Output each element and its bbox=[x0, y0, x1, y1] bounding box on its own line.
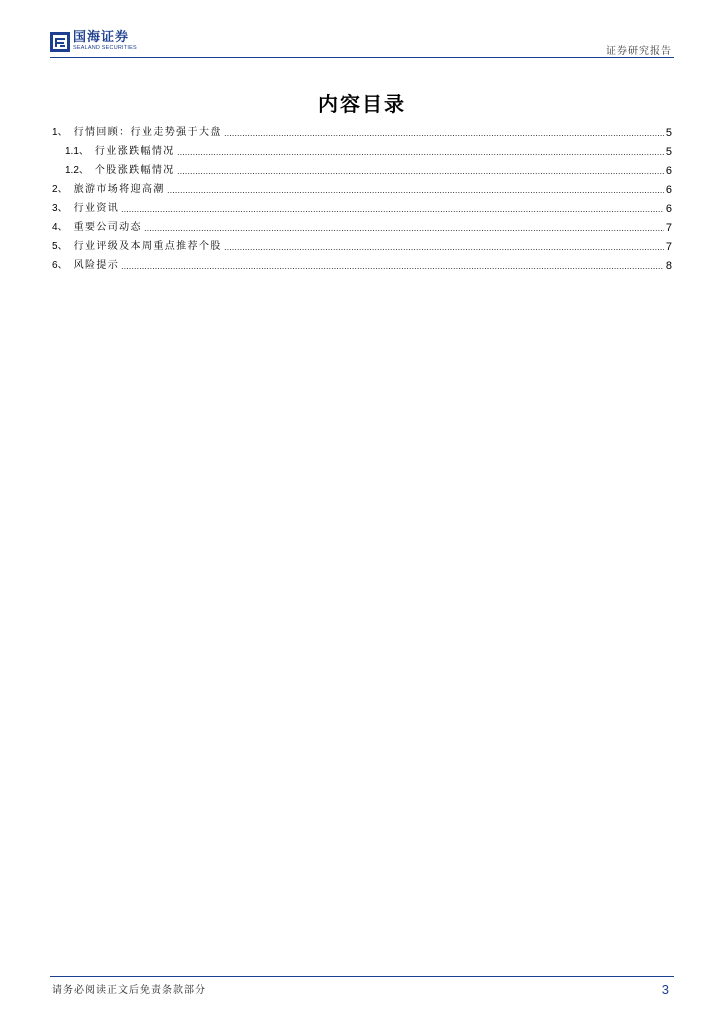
toc-entry[interactable] bbox=[52, 215, 672, 234]
toc-entry-separator: 、 bbox=[57, 260, 68, 271]
logo-chinese-name: 国海证券 bbox=[73, 30, 130, 45]
toc-entry-page: 5 bbox=[665, 146, 672, 158]
company-logo bbox=[50, 30, 137, 56]
toc-entry-separator: 、 bbox=[78, 165, 89, 176]
toc-entry-label: 风险提示 bbox=[73, 260, 120, 271]
toc-entry[interactable] bbox=[52, 139, 672, 158]
toc-entry-separator: 、 bbox=[57, 127, 68, 138]
toc-dot-leader bbox=[121, 211, 664, 212]
toc-entry-label: 行情回顾：行业走势强于大盘 bbox=[73, 127, 222, 138]
toc-entry-page: 7 bbox=[665, 241, 672, 253]
toc-dot-leader bbox=[144, 230, 664, 231]
toc-dot-leader bbox=[167, 192, 664, 193]
disclaimer-note: 请务必阅读正文后免责条款部分 bbox=[52, 985, 206, 996]
toc-entry[interactable] bbox=[52, 158, 672, 177]
toc-entry-label: 行业资讯 bbox=[73, 203, 120, 214]
toc-entry-separator: 、 bbox=[57, 184, 68, 195]
toc-entry-page: 8 bbox=[665, 260, 672, 272]
toc-entry-number: 6 bbox=[52, 260, 58, 271]
toc-entry-number: 1.2 bbox=[65, 165, 79, 176]
toc-entry-label: 行业评级及本周重点推荐个股 bbox=[73, 241, 222, 252]
page-header bbox=[50, 30, 674, 58]
header-divider bbox=[50, 57, 674, 58]
toc-entry[interactable] bbox=[52, 253, 672, 272]
toc-entry-label: 个股涨跌幅情况 bbox=[94, 165, 175, 176]
toc-entry-label: 行业涨跌幅情况 bbox=[94, 146, 175, 157]
toc-dot-leader bbox=[177, 173, 664, 174]
toc-dot-leader bbox=[121, 268, 664, 269]
toc-entry-separator: 、 bbox=[78, 146, 89, 157]
toc-entry-number: 3 bbox=[52, 203, 58, 214]
toc-entry-label: 旅游市场将迎高潮 bbox=[73, 184, 165, 195]
toc-list bbox=[52, 120, 672, 272]
toc-entry-page: 7 bbox=[665, 222, 672, 234]
toc-entry-page: 6 bbox=[665, 184, 672, 196]
logo-english-name: SEALAND SECURITIES bbox=[73, 45, 137, 51]
toc-dot-leader bbox=[177, 154, 664, 155]
report-type-label: 证券研究报告 bbox=[606, 46, 672, 57]
toc-title: 内容目录 bbox=[318, 92, 406, 116]
toc-entry-number: 1 bbox=[52, 127, 58, 138]
toc-entry-page: 5 bbox=[665, 127, 672, 139]
toc-entry-number: 2 bbox=[52, 184, 58, 195]
toc-entry[interactable] bbox=[52, 196, 672, 215]
toc-entry[interactable] bbox=[52, 234, 672, 253]
toc-entry-page: 6 bbox=[665, 165, 672, 177]
sealand-logo-icon bbox=[50, 32, 70, 52]
page-number: 3 bbox=[661, 982, 669, 997]
toc-dot-leader bbox=[224, 249, 664, 250]
toc-entry-separator: 、 bbox=[57, 203, 68, 214]
toc-entry[interactable] bbox=[52, 120, 672, 139]
toc-entry-number: 4 bbox=[52, 222, 58, 233]
toc-entry-separator: 、 bbox=[57, 241, 68, 252]
toc-dot-leader bbox=[224, 135, 664, 136]
toc-entry-number: 5 bbox=[52, 241, 58, 252]
toc-entry-separator: 、 bbox=[57, 222, 68, 233]
footer-divider bbox=[50, 976, 674, 977]
toc-entry[interactable] bbox=[52, 177, 672, 196]
toc-entry-label: 重要公司动态 bbox=[73, 222, 142, 233]
toc-entry-number: 1.1 bbox=[65, 146, 79, 157]
toc-entry-page: 6 bbox=[665, 203, 672, 215]
